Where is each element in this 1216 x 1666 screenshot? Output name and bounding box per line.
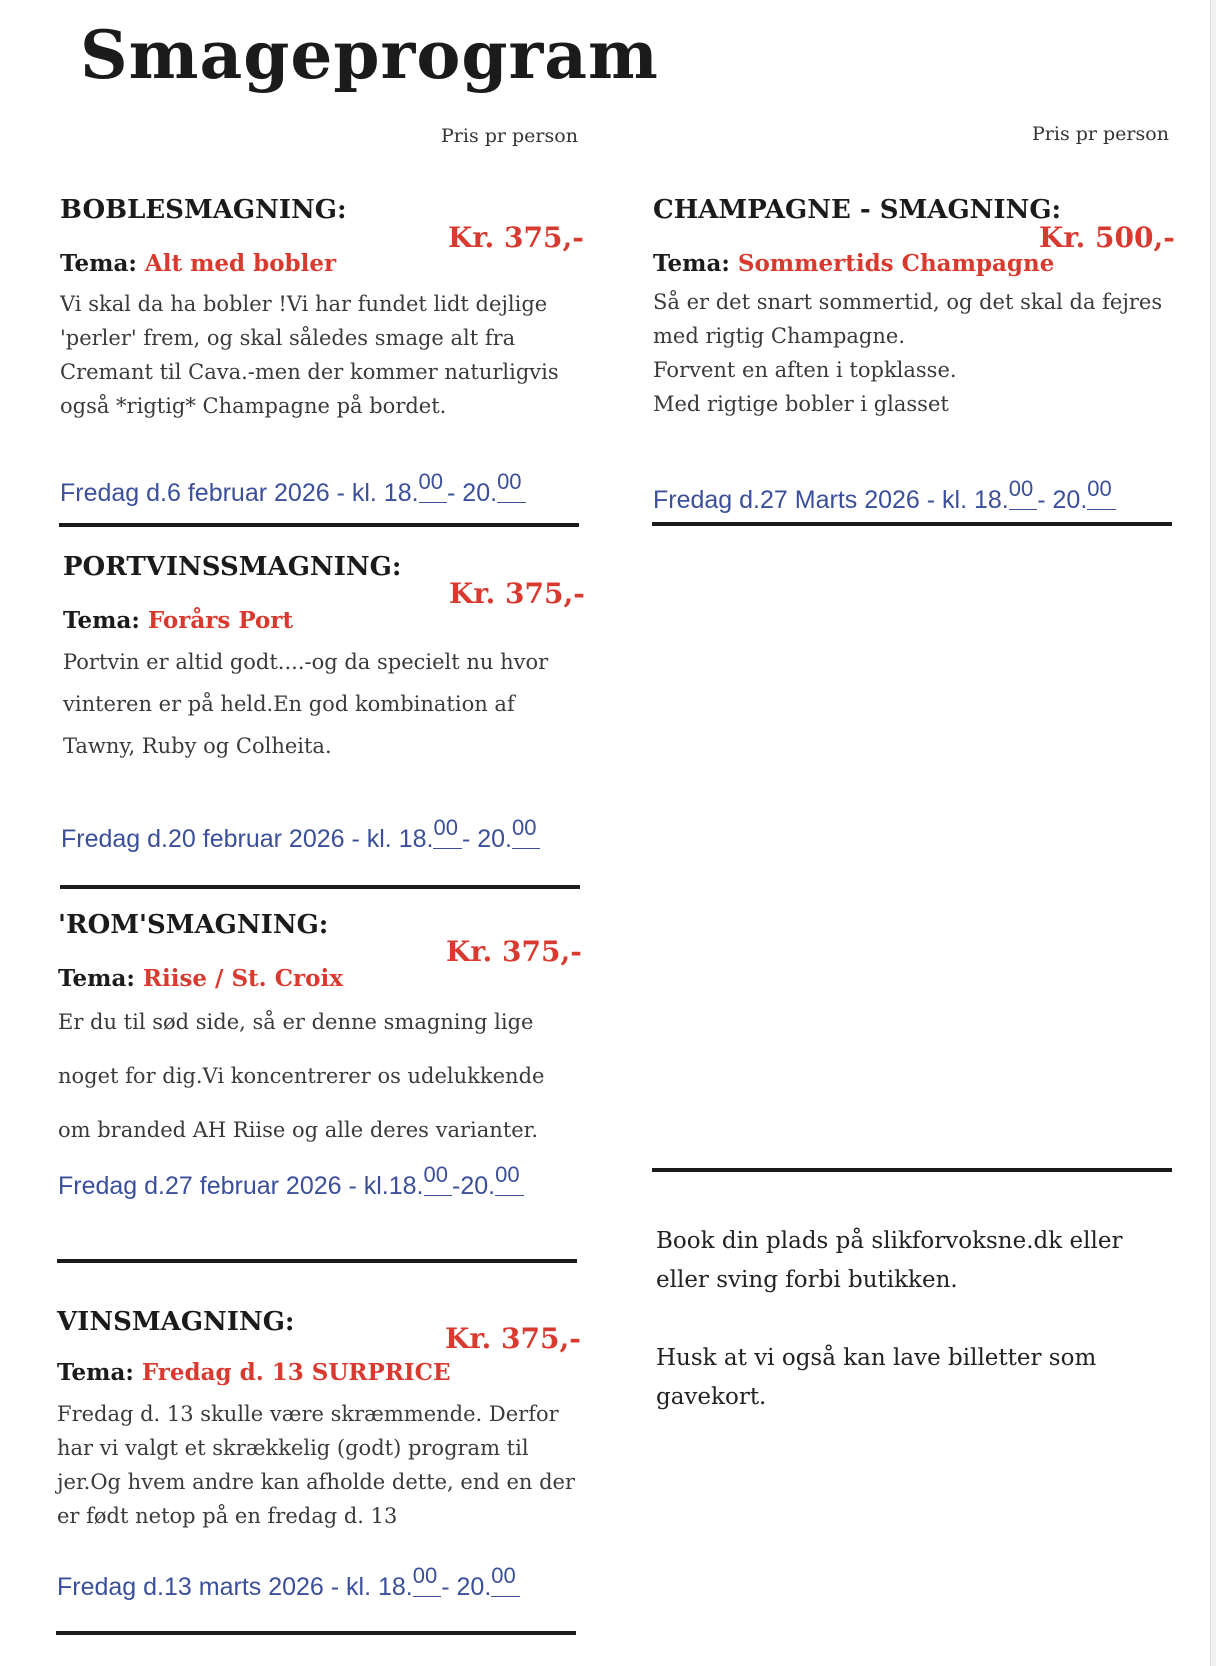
theme-value: Riise / St. Croix: [142, 965, 343, 992]
event-theme: [57, 1359, 451, 1386]
event-description: [57, 1397, 575, 1533]
theme-value: Fredag d. 13 SURPRICE: [141, 1359, 451, 1386]
section-divider: [57, 1259, 577, 1263]
booking-line: Husk at vi også kan lave billetter som: [656, 1345, 1097, 1371]
event-title: VINSMAGNING:: [57, 1307, 295, 1337]
event-date: [61, 817, 540, 854]
theme-label: Tema:: [57, 1359, 134, 1386]
date-text: Fredag d.20 februar 2026 - kl. 18.: [61, 825, 434, 853]
section-divider: [652, 1168, 1172, 1172]
section-divider: [59, 523, 579, 527]
description-line: Tawny, Ruby og Colheita.: [63, 734, 332, 758]
booking-line: Book din plads på slikforvoksne.dk eller: [656, 1228, 1123, 1254]
section-divider: [60, 885, 580, 889]
theme-value: Sommertids Champagne: [737, 250, 1055, 277]
end-minutes: 00: [1087, 478, 1115, 510]
end-minutes: 00: [495, 1164, 523, 1196]
event-price: Kr. 375,-: [449, 577, 585, 610]
event-title: CHAMPAGNE - SMAGNING:: [653, 195, 1062, 225]
description-line: om branded AH Riise og alle deres varianter.: [58, 1118, 539, 1142]
section-divider: [56, 1631, 576, 1635]
time-separator: - 20.: [461, 825, 512, 853]
page-edge: [1210, 0, 1216, 1666]
event-vinsmagning: [57, 1307, 597, 1607]
date-text: Fredag d.6 februar 2026 - kl. 18.: [60, 479, 419, 507]
date-text: Fredag d.27 Marts 2026 - kl. 18.: [653, 486, 1009, 514]
time-separator: - 20.: [1037, 486, 1088, 514]
page-title: Smageprogram: [80, 16, 659, 94]
booking-note: [656, 1222, 1176, 1417]
event-champagnesmagning: [653, 195, 1193, 525]
price-caption-right: Pris pr person: [1032, 123, 1169, 145]
event-date: [58, 1164, 524, 1201]
description-line: Forvent en aften i topklasse.: [653, 358, 957, 382]
theme-label: Tema:: [60, 250, 137, 277]
time-separator: - 20.: [447, 479, 498, 507]
theme-value: Alt med bobler: [144, 250, 337, 277]
description-line: med rigtig Champagne.: [653, 324, 905, 348]
description-line: Vi skal da ha bobler !Vi har fundet lidt dejlige: [60, 292, 548, 316]
booking-line: eller sving forbi butikken.: [656, 1267, 958, 1293]
description-line: har vi valgt et skrækkelig (godt) program til: [57, 1436, 529, 1460]
date-text: Fredag d.13 marts 2026 - kl. 18.: [57, 1573, 413, 1601]
end-minutes: 00: [512, 817, 540, 849]
event-title: BOBLESMAGNING:: [60, 195, 347, 225]
event-theme: [63, 607, 293, 634]
section-divider: [652, 522, 1172, 526]
event-title: PORTVINSSMAGNING:: [63, 552, 402, 582]
theme-label: Tema:: [63, 607, 140, 634]
description-line: Så er det snart sommertid, og det skal da fejres: [653, 290, 1163, 314]
theme-label: Tema:: [653, 250, 730, 277]
start-minutes: 00: [413, 1565, 441, 1597]
description-line: Portvin er altid godt....-og da specielt nu hvor: [63, 650, 549, 674]
time-separator: - 20.: [441, 1573, 492, 1601]
description-line: vinteren er på held.En god kombination af: [63, 692, 515, 716]
end-minutes: 00: [497, 471, 525, 503]
start-minutes: 00: [1009, 478, 1037, 510]
description-line: 'perler' frem, og skal således smage alt fra: [60, 326, 516, 350]
description-line: Fredag d. 13 skulle være skræmmende. Derfor: [57, 1402, 559, 1426]
theme-value: Forårs Port: [147, 607, 294, 634]
description-line: også *rigtig* Champagne på bordet.: [60, 394, 447, 418]
end-minutes: 00: [491, 1565, 519, 1597]
event-date: [57, 1565, 520, 1602]
time-separator: -20.: [452, 1172, 496, 1200]
event-price: Kr. 375,-: [445, 1322, 581, 1355]
date-text: Fredag d.27 februar 2026 - kl.18.: [58, 1172, 424, 1200]
theme-label: Tema:: [58, 965, 135, 992]
description-line: noget for dig.Vi koncentrerer os udelukkende: [58, 1064, 545, 1088]
event-date: [60, 471, 526, 508]
description-line: Cremant til Cava.-men der kommer naturligvis: [60, 360, 559, 384]
booking-line: gavekort.: [656, 1384, 767, 1410]
event-description: [60, 287, 559, 423]
event-theme: [60, 250, 336, 277]
start-minutes: 00: [433, 817, 461, 849]
event-date: [653, 478, 1116, 515]
event-theme: [58, 965, 343, 992]
event-price: Kr. 500,-: [1039, 221, 1175, 254]
description-line: Er du til sød side, så er denne smagning lige: [58, 1010, 534, 1034]
start-minutes: 00: [419, 471, 447, 503]
description-line: er født netop på en fredag d. 13: [57, 1504, 398, 1528]
event-description: [653, 285, 1162, 421]
event-romsmagning: [58, 910, 598, 1200]
event-description: [63, 641, 548, 767]
event-description: [58, 995, 544, 1157]
event-theme: [653, 250, 1054, 277]
description-line: Med rigtige bobler i glasset: [653, 392, 949, 416]
event-price: Kr. 375,-: [446, 935, 582, 968]
event-price: Kr. 375,-: [448, 221, 584, 254]
description-line: jer.Og hvem andre kan afholde dette, end en der: [57, 1470, 576, 1494]
start-minutes: 00: [424, 1164, 452, 1196]
event-title: 'ROM'SMAGNING:: [58, 910, 329, 940]
event-boblesmagning: [60, 195, 600, 525]
event-portvinssmagning: [63, 552, 603, 852]
price-caption-left: Pris pr person: [441, 125, 578, 147]
